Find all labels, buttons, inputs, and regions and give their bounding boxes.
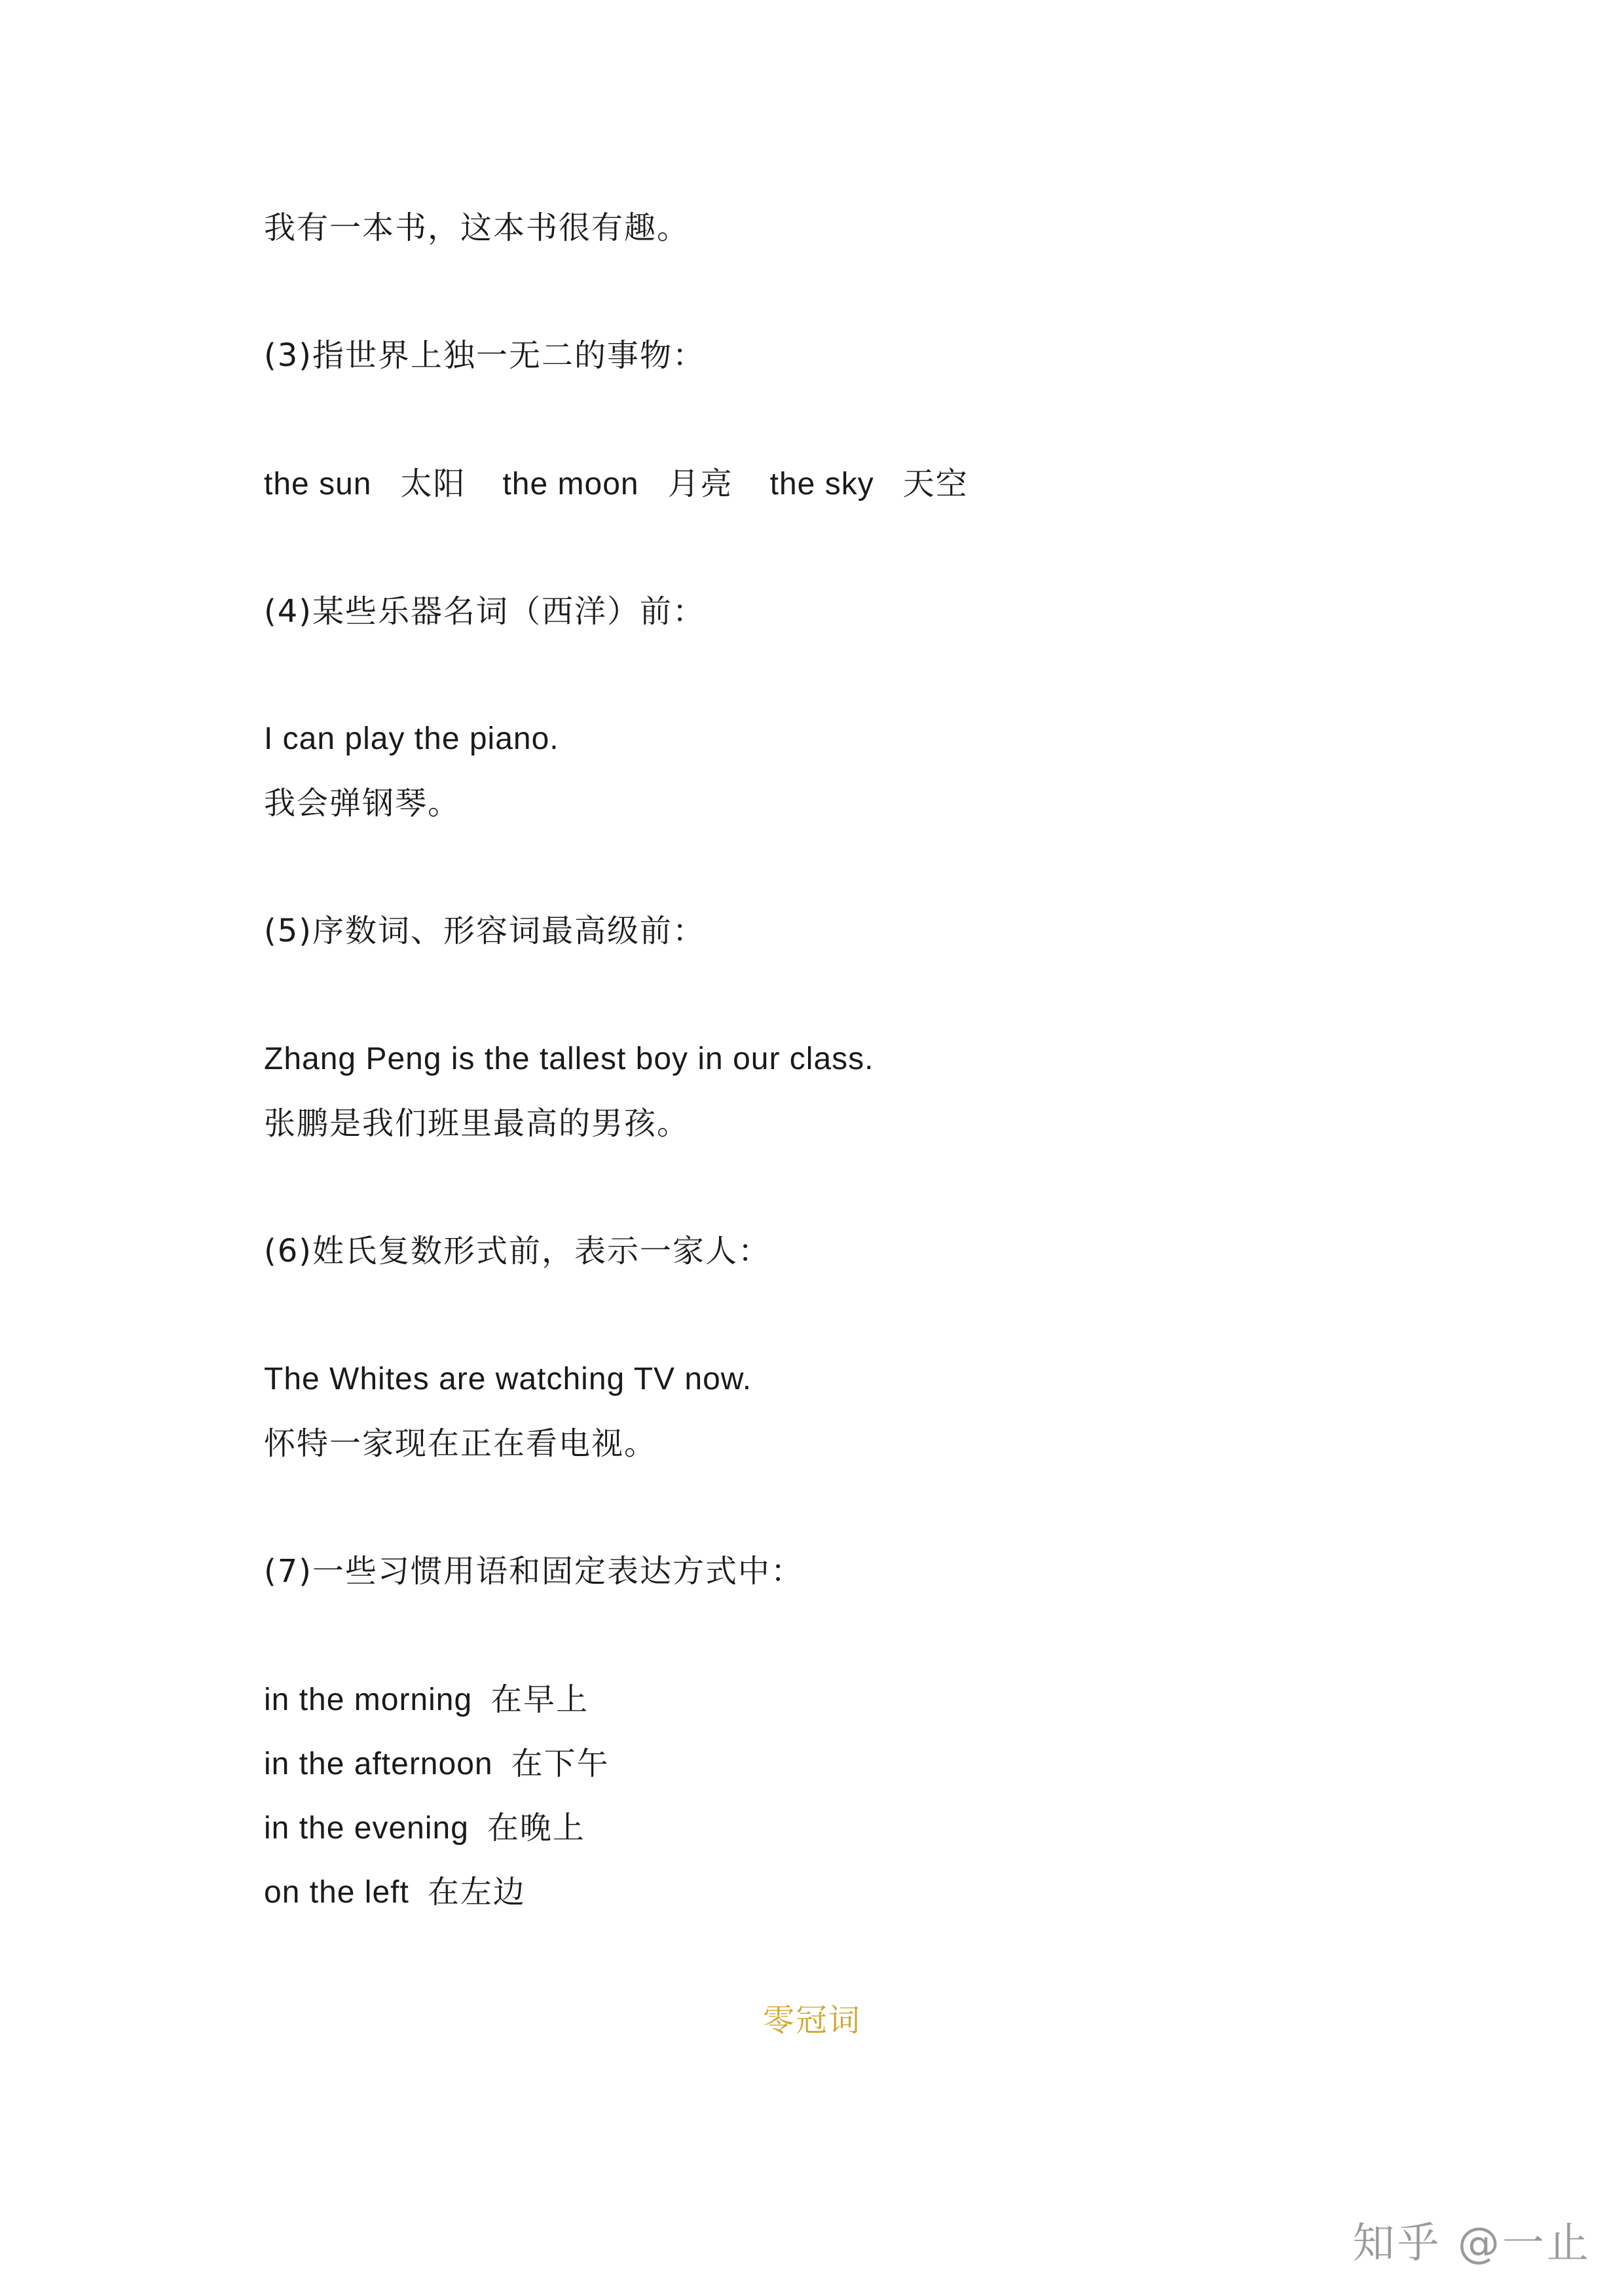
phrase-zh: 在晚上 <box>487 1810 585 1846</box>
unique-items-line <box>264 464 969 504</box>
rule-heading-3: (3)指世界上独一无二的事物： <box>264 337 705 374</box>
phrase-line <box>264 1680 589 1720</box>
phrase-en: in the morning <box>264 1683 473 1717</box>
rule-heading-7: (7)一些习惯用语和固定表达方式中： <box>264 1553 803 1590</box>
phrase-zh: 在下午 <box>511 1745 610 1782</box>
unique-item-zh: 天空 <box>902 465 969 502</box>
phrase-zh: 在早上 <box>490 1681 589 1718</box>
sentence-line: 我有一本书，这本书很有趣。 <box>264 210 690 246</box>
phrase-line <box>264 1872 526 1912</box>
phrase-line <box>264 1808 585 1848</box>
rule-heading-6: (6)姓氏复数形式前，表示一家人： <box>264 1233 771 1269</box>
phrase-zh: 在左边 <box>427 1874 526 1910</box>
phrase-en: in the evening <box>264 1811 469 1846</box>
example-6-english: The Whites are watching TV now. <box>264 1362 752 1396</box>
phrase-line <box>264 1744 610 1784</box>
watermark: 知乎 @一止 <box>1352 2219 1591 2268</box>
section-title-zero-article: 零冠词 <box>762 2002 861 2039</box>
rule-heading-5: (5)序数词、形容词最高级前： <box>264 913 705 949</box>
example-4-english: I can play the piano. <box>264 721 559 756</box>
phrase-en: in the afternoon <box>264 1747 493 1781</box>
unique-item-zh: 太阳 <box>400 465 466 502</box>
example-5-english: Zhang Peng is the tallest boy in our class. <box>264 1042 874 1076</box>
phrase-en: on the left <box>264 1875 409 1910</box>
unique-item-en: the sky <box>769 467 874 501</box>
unique-item-zh: 月亮 <box>667 465 733 502</box>
example-6-chinese: 怀特一家现在正在看电视。 <box>264 1425 657 1462</box>
unique-item-en: the moon <box>502 467 639 501</box>
rule-heading-4: (4)某些乐器名词（西洋）前： <box>264 593 705 630</box>
example-4-chinese: 我会弹钢琴。 <box>264 785 461 822</box>
example-5-chinese: 张鹏是我们班里最高的男孩。 <box>264 1105 690 1142</box>
unique-item-en: the sun <box>264 467 372 501</box>
